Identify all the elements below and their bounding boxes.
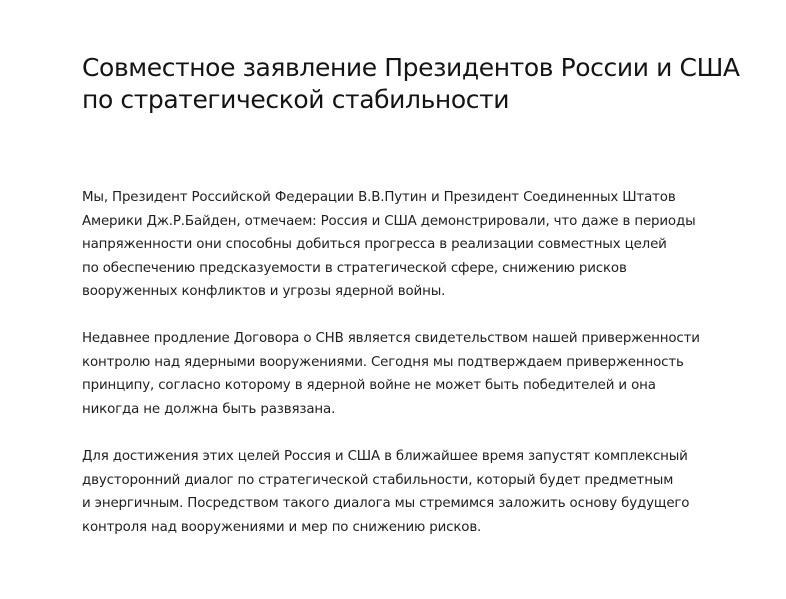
paragraph-line: никогда не должна быть развязана. [82,401,336,417]
paragraph-line: вооруженных конфликтов и угрозы ядерной войны. [82,284,446,299]
title-line: Совместное заявление Президентов России и США [82,53,740,82]
paragraph-line: Недавнее продление Договора о СНВ является свидетельством нашей приверженности [82,331,700,346]
paragraph-line: контроля над вооружениями и мер по снижению рисков. [82,519,482,535]
paragraph-line: Мы, Президент Российской Федерации В.В.Путин и Президент Соединенных Штатов [82,190,676,205]
paragraph-line: контролю над ядерными вооружениями. Сегодня мы подтверждаем приверженность [82,354,684,370]
paragraph-1 [82,186,722,304]
paragraph-line: Америки Дж.Р.Байден, отмечаем: Россия и США демонстрировали, что даже в периоды [82,213,696,229]
paragraph-line: Для достижения этих целей Россия и США в ближайшее время запустят комплексный [82,449,688,464]
paragraph-2 [82,327,722,421]
paragraph-line: по обеспечению предсказуемости в стратегической сфере, снижению рисков [82,260,627,276]
paragraph-line: напряженности они способны добиться прогресса в реализации совместных целей [82,237,667,252]
paragraph-line: принципу, согласно которому в ядерной войне не может быть победителей и она [82,378,656,393]
paragraph-3 [82,445,722,539]
title-line: по стратегической стабильности [82,85,510,114]
page-title [82,52,742,116]
paragraph-line: и энергичным. Посредством такого диалога мы стремимся заложить основу будущего [82,496,690,511]
paragraph-line: двусторонний диалог по стратегической стабильности, который будет предметным [82,472,674,488]
